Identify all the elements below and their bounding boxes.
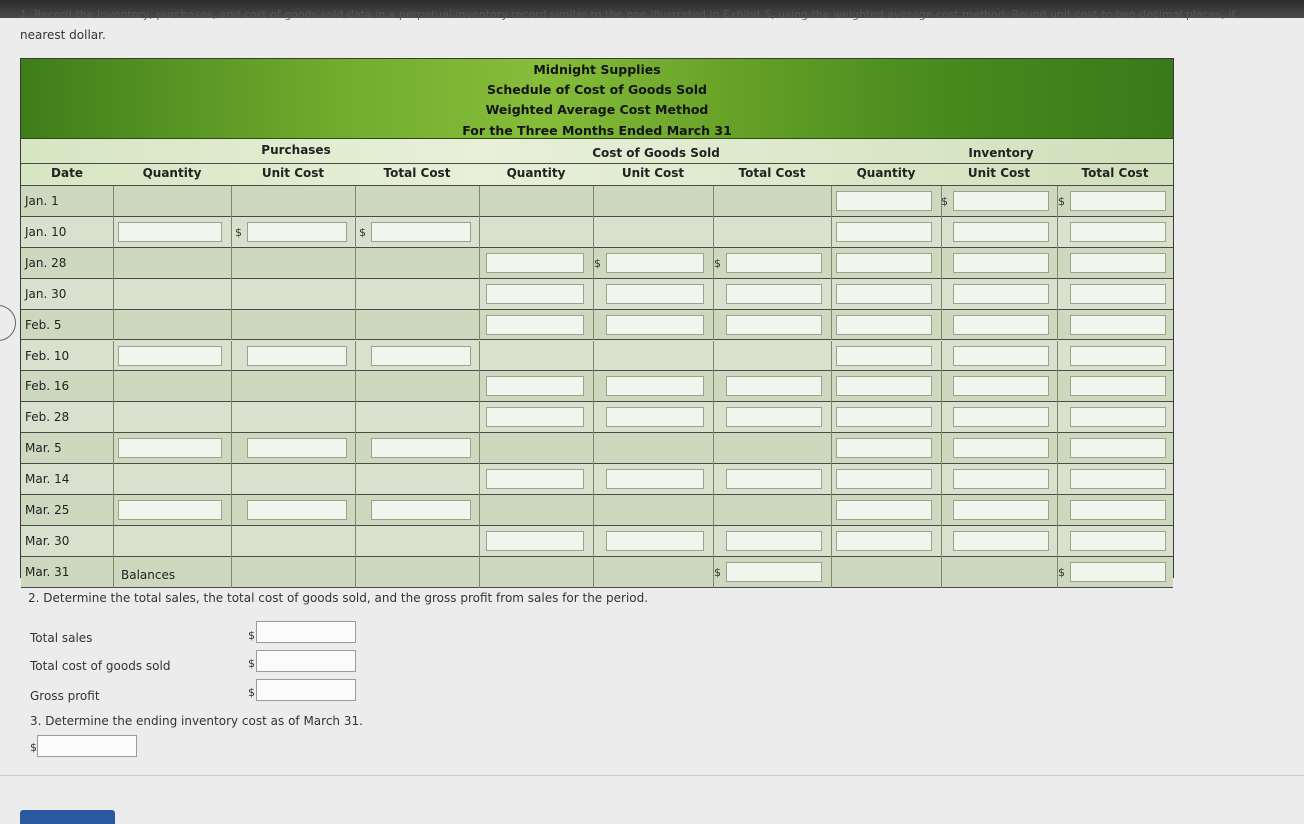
column-divider	[479, 371, 480, 402]
i-qty-input[interactable]	[836, 531, 932, 551]
column-divider	[1057, 341, 1058, 372]
column-divider	[1057, 495, 1058, 526]
schedule-row	[21, 402, 1173, 433]
column-divider	[713, 526, 714, 557]
row-date: Feb. 16	[25, 379, 70, 394]
cogs-schedule-table	[20, 58, 1174, 582]
i-unit-input[interactable]	[953, 469, 1049, 489]
column-divider	[113, 464, 114, 495]
column-divider	[831, 371, 832, 402]
column-divider	[479, 526, 480, 557]
row-date: Mar. 5	[25, 441, 62, 456]
column-divider	[831, 557, 832, 588]
column-divider	[713, 186, 714, 217]
column-divider	[593, 402, 594, 433]
c-qty-input[interactable]	[486, 531, 584, 551]
column-divider	[593, 341, 594, 372]
i-unit-input[interactable]	[953, 438, 1049, 458]
column-divider	[1057, 248, 1058, 279]
column-divider	[231, 217, 232, 248]
column-divider	[355, 526, 356, 557]
total-cogs-label: Total cost of goods sold	[30, 659, 171, 673]
i-qty-input[interactable]	[836, 500, 932, 520]
column-divider	[941, 464, 942, 495]
schedule-name: Schedule of Cost of Goods Sold	[486, 82, 708, 97]
column-divider	[479, 217, 480, 248]
p-qty-input[interactable]	[118, 222, 222, 242]
column-divider	[479, 557, 480, 588]
schedule-row	[21, 464, 1173, 495]
col-inv-total: Total Cost	[1081, 166, 1149, 180]
col-purchase-total: Total Cost	[383, 166, 451, 180]
schedule-row	[21, 371, 1173, 402]
i-total-input[interactable]	[1070, 531, 1166, 551]
i-total-input[interactable]	[1070, 562, 1166, 582]
i-unit-input[interactable]	[953, 531, 1049, 551]
column-divider	[479, 433, 480, 464]
schedule-row	[21, 526, 1173, 557]
column-divider	[1057, 402, 1058, 433]
column-divider	[231, 433, 232, 464]
column-divider	[113, 310, 114, 341]
i-total-input[interactable]	[1070, 191, 1166, 211]
schedule-row	[21, 433, 1173, 464]
column-divider	[231, 557, 232, 588]
column-divider	[355, 371, 356, 402]
column-divider	[941, 402, 942, 433]
dollar-sign: $	[1058, 195, 1065, 208]
c-unit-input[interactable]	[606, 376, 704, 396]
group-purchases: Purchases	[261, 143, 331, 157]
column-divider	[1057, 464, 1058, 495]
p-qty-input[interactable]	[118, 346, 222, 366]
column-divider	[831, 433, 832, 464]
column-divider	[355, 279, 356, 310]
column-divider	[231, 248, 232, 279]
column-divider	[713, 371, 714, 402]
column-divider	[479, 248, 480, 279]
period-name: For the Three Months Ended March 31	[462, 123, 732, 138]
column-divider	[355, 433, 356, 464]
column-divider	[593, 279, 594, 310]
c-qty-input[interactable]	[486, 315, 584, 335]
i-total-input[interactable]	[1070, 407, 1166, 427]
i-total-input[interactable]	[1070, 346, 1166, 366]
column-divider	[831, 464, 832, 495]
col-date: Date	[51, 166, 83, 180]
col-cogs-unit: Unit Cost	[621, 166, 685, 180]
i-total-input[interactable]	[1070, 500, 1166, 520]
column-divider	[831, 526, 832, 557]
column-divider	[355, 402, 356, 433]
column-divider	[713, 217, 714, 248]
column-divider	[941, 557, 942, 588]
row-date: Jan. 28	[25, 255, 67, 270]
column-divider	[113, 433, 114, 464]
column-divider	[355, 495, 356, 526]
dollar-sign: $	[248, 686, 255, 699]
c-unit-input[interactable]	[606, 315, 704, 335]
schedule-title-band	[21, 59, 1173, 139]
dollar-sign: $	[30, 741, 37, 754]
c-total-input[interactable]	[726, 407, 822, 427]
column-divider	[593, 557, 594, 588]
i-qty-input[interactable]	[836, 284, 932, 304]
col-cogs-qty: Quantity	[506, 166, 566, 180]
ending-inventory-input[interactable]	[37, 735, 137, 757]
column-divider	[113, 495, 114, 526]
column-divider	[1057, 310, 1058, 341]
dollar-sign: $	[1058, 565, 1065, 579]
column-divider	[1057, 526, 1058, 557]
row-date: Feb. 10	[25, 348, 70, 363]
i-qty-input[interactable]	[836, 253, 932, 273]
column-header-band	[21, 139, 1173, 186]
column-divider	[479, 279, 480, 310]
column-divider	[1057, 279, 1058, 310]
footer-divider	[0, 775, 1304, 776]
c-qty-input[interactable]	[486, 469, 584, 489]
c-unit-input[interactable]	[606, 407, 704, 427]
column-divider	[231, 402, 232, 433]
column-divider	[355, 217, 356, 248]
i-total-input[interactable]	[1070, 284, 1166, 304]
column-divider	[713, 279, 714, 310]
column-divider	[831, 495, 832, 526]
company-name: Midnight Supplies	[533, 62, 661, 77]
schedule-row	[21, 279, 1173, 310]
column-divider	[941, 341, 942, 372]
dollar-sign: $	[248, 629, 255, 642]
i-unit-input[interactable]	[953, 284, 1049, 304]
row-date: Jan. 10	[25, 224, 67, 239]
column-divider	[941, 371, 942, 402]
column-divider	[479, 495, 480, 526]
p-total-input[interactable]	[371, 346, 471, 366]
c-total-input[interactable]	[726, 562, 822, 582]
column-divider	[231, 341, 232, 372]
c-qty-input[interactable]	[486, 407, 584, 427]
row-date: Mar. 25	[25, 503, 70, 517]
header-divider	[21, 163, 1173, 164]
i-total-input[interactable]	[1070, 253, 1166, 273]
i-unit-input[interactable]	[953, 253, 1049, 273]
column-divider	[231, 526, 232, 557]
row-date: Mar. 14	[25, 472, 70, 487]
column-divider	[941, 217, 942, 248]
column-divider	[831, 186, 832, 217]
column-divider	[593, 217, 594, 248]
col-inv-unit: Unit Cost	[967, 166, 1031, 180]
i-unit-input[interactable]	[953, 500, 1049, 520]
column-divider	[831, 279, 832, 310]
i-total-input[interactable]	[1070, 222, 1166, 242]
column-divider	[479, 186, 480, 217]
dollar-sign: $	[941, 195, 948, 208]
p-unit-input[interactable]	[247, 438, 347, 458]
i-qty-input[interactable]	[836, 315, 932, 335]
i-qty-input[interactable]	[836, 222, 932, 242]
column-divider	[831, 217, 832, 248]
c-qty-input[interactable]	[486, 253, 584, 273]
i-unit-input[interactable]	[953, 315, 1049, 335]
schedule-row	[21, 248, 1173, 279]
column-divider	[113, 186, 114, 217]
column-divider	[113, 526, 114, 557]
group-cogs: Cost of Goods Sold	[592, 146, 720, 160]
schedule-row	[21, 557, 1173, 588]
column-divider	[593, 526, 594, 557]
i-unit-input[interactable]	[953, 346, 1049, 366]
column-divider	[355, 464, 356, 495]
column-divider	[479, 464, 480, 495]
submit-button[interactable]	[20, 810, 115, 824]
column-divider	[941, 279, 942, 310]
p-qty-input[interactable]	[118, 438, 222, 458]
col-purchase-unit: Unit Cost	[261, 166, 325, 180]
schedule-row	[21, 310, 1173, 341]
i-total-input[interactable]	[1070, 376, 1166, 396]
row-date: Feb. 5	[25, 317, 62, 332]
gross-profit-label: Gross profit	[30, 689, 100, 703]
row-date: Feb. 28	[25, 410, 70, 425]
col-inv-qty: Quantity	[856, 166, 916, 180]
column-divider	[113, 402, 114, 433]
i-qty-input[interactable]	[836, 346, 932, 366]
column-divider	[593, 433, 594, 464]
c-unit-input[interactable]	[606, 531, 704, 551]
row-date: Jan. 30	[25, 286, 67, 301]
dollar-sign: $	[714, 256, 721, 270]
column-divider	[355, 341, 356, 372]
dollar-sign: $	[714, 565, 721, 579]
i-qty-input[interactable]	[836, 438, 932, 458]
gross-profit-input[interactable]	[256, 679, 356, 701]
dollar-sign: $	[594, 256, 601, 270]
column-divider	[479, 341, 480, 372]
instruction-nearest-dollar: nearest dollar.	[20, 28, 106, 42]
i-total-input[interactable]	[1070, 315, 1166, 335]
column-divider	[231, 186, 232, 217]
column-divider	[593, 371, 594, 402]
c-unit-input[interactable]	[606, 253, 704, 273]
total-sales-label: Total sales	[30, 631, 93, 645]
i-total-input[interactable]	[1070, 438, 1166, 458]
method-name: Weighted Average Cost Method	[485, 102, 709, 117]
column-divider	[593, 186, 594, 217]
column-divider	[113, 248, 114, 279]
col-cogs-total: Total Cost	[738, 166, 806, 180]
column-divider	[713, 341, 714, 372]
c-unit-input[interactable]	[606, 284, 704, 304]
column-divider	[593, 495, 594, 526]
column-divider	[113, 371, 114, 402]
c-total-input[interactable]	[726, 253, 822, 273]
balances-label: Balances	[121, 567, 176, 582]
c-total-input[interactable]	[726, 469, 822, 489]
part3-heading: 3. Determine the ending inventory cost as of March 31.	[30, 714, 363, 728]
column-divider	[113, 341, 114, 372]
column-divider	[1057, 371, 1058, 402]
column-divider	[231, 495, 232, 526]
schedule-row	[21, 217, 1173, 248]
i-unit-input[interactable]	[953, 222, 1049, 242]
schedule-row	[21, 495, 1173, 526]
col-purchase-qty: Quantity	[142, 166, 202, 180]
c-qty-input[interactable]	[486, 284, 584, 304]
total-cogs-input[interactable]	[256, 650, 356, 672]
c-total-input[interactable]	[726, 284, 822, 304]
column-divider	[1057, 217, 1058, 248]
column-divider	[831, 402, 832, 433]
column-divider	[941, 433, 942, 464]
column-divider	[713, 310, 714, 341]
column-divider	[941, 310, 942, 341]
column-divider	[713, 495, 714, 526]
column-divider	[941, 526, 942, 557]
p-qty-input[interactable]	[118, 500, 222, 520]
c-total-input[interactable]	[726, 315, 822, 335]
column-divider	[479, 402, 480, 433]
row-date: Jan. 1	[25, 194, 59, 208]
p-unit-input[interactable]	[247, 346, 347, 366]
column-divider	[113, 557, 114, 588]
column-divider	[831, 248, 832, 279]
row-date: Mar. 30	[25, 533, 70, 548]
column-divider	[713, 402, 714, 433]
c-total-input[interactable]	[726, 531, 822, 551]
column-divider	[355, 310, 356, 341]
column-divider	[113, 217, 114, 248]
column-divider	[941, 248, 942, 279]
column-divider	[1057, 433, 1058, 464]
schedule-row	[21, 186, 1173, 217]
column-divider	[479, 310, 480, 341]
column-divider	[355, 557, 356, 588]
dollar-sign: $	[248, 657, 255, 670]
column-divider	[831, 341, 832, 372]
c-qty-input[interactable]	[486, 376, 584, 396]
i-unit-input[interactable]	[953, 407, 1049, 427]
p-total-input[interactable]	[371, 438, 471, 458]
column-divider	[355, 186, 356, 217]
column-divider	[231, 279, 232, 310]
p-total-input[interactable]	[371, 222, 471, 242]
dollar-sign: $	[359, 225, 366, 239]
column-divider	[113, 279, 114, 310]
p-unit-input[interactable]	[247, 222, 347, 242]
column-divider	[355, 248, 356, 279]
dollar-sign: $	[235, 225, 242, 239]
column-divider	[941, 495, 942, 526]
part2-heading: 2. Determine the total sales, the total cost of goods sold, and the gross profit from sales for the period.	[28, 591, 649, 605]
i-unit-input[interactable]	[953, 191, 1049, 211]
instruction-line: 1. Record the inventory, purchases, and cost of goods sold data in a perpetual inventory record similar to the one illustrated in Exhibit 5, using the weighted average cost method. Round unit cost to two decimal places, if	[20, 8, 1236, 21]
i-qty-input[interactable]	[836, 469, 932, 489]
c-unit-input[interactable]	[606, 469, 704, 489]
page-edge-control[interactable]	[0, 305, 16, 341]
i-qty-input[interactable]	[836, 191, 932, 211]
column-divider	[713, 464, 714, 495]
column-divider	[593, 464, 594, 495]
row-date: Mar. 31	[25, 564, 70, 579]
schedule-row	[21, 341, 1173, 372]
column-divider	[593, 310, 594, 341]
column-divider	[713, 433, 714, 464]
i-qty-input[interactable]	[836, 407, 932, 427]
c-total-input[interactable]	[726, 376, 822, 396]
p-unit-input[interactable]	[247, 500, 347, 520]
group-inventory: Inventory	[968, 146, 1034, 160]
column-divider	[231, 310, 232, 341]
i-total-input[interactable]	[1070, 469, 1166, 489]
i-unit-input[interactable]	[953, 376, 1049, 396]
p-total-input[interactable]	[371, 500, 471, 520]
column-divider	[831, 310, 832, 341]
column-divider	[231, 371, 232, 402]
i-qty-input[interactable]	[836, 376, 932, 396]
column-divider	[231, 464, 232, 495]
total-sales-input[interactable]	[256, 621, 356, 643]
